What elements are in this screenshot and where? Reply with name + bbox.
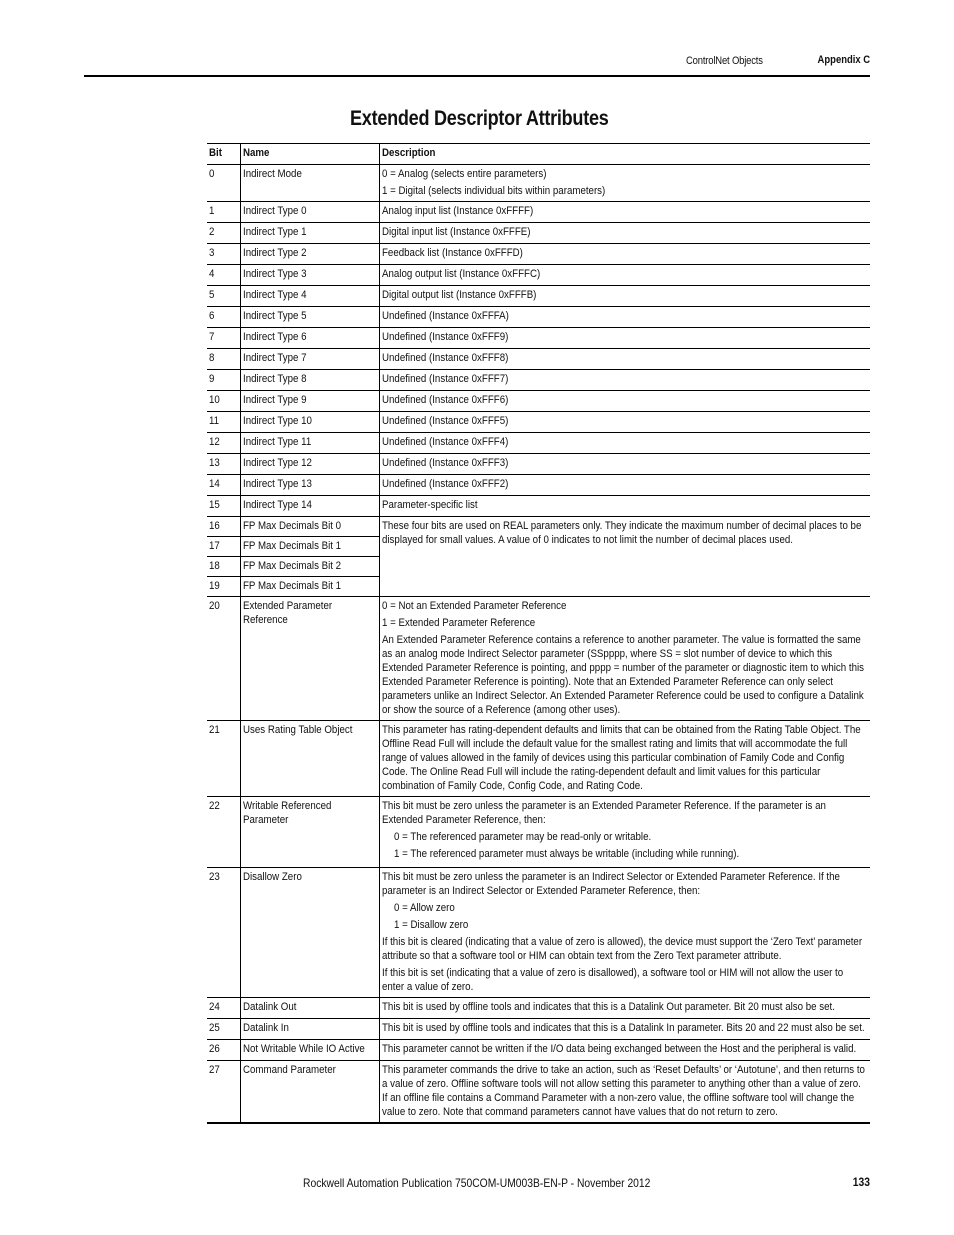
cell-description (379, 721, 870, 797)
cell-bit: 20 (207, 597, 240, 721)
cell-description (379, 244, 870, 265)
description-line: Undefined (Instance 0xFFFA) (381, 310, 509, 322)
cell-description (379, 328, 870, 349)
table-row (207, 1061, 870, 1124)
cell-bit: 21 (207, 721, 240, 797)
cell-bit: 14 (207, 475, 240, 496)
cell-bit: 6 (207, 307, 240, 328)
cell-name: Extended Parameter Reference (240, 597, 379, 721)
cell-bit: 8 (207, 349, 240, 370)
cell-name: Indirect Mode (240, 165, 379, 202)
cell-bit: 22 (207, 797, 240, 868)
table-row (207, 721, 870, 797)
cell-description (379, 165, 870, 202)
cell-name: FP Max Decimals Bit 1 (240, 577, 379, 597)
table-row (207, 454, 870, 475)
table-row (207, 286, 870, 307)
cell-name: Indirect Type 4 (240, 286, 379, 307)
description-line: 1 = The referenced parameter must always be writable (including while running). (393, 848, 739, 860)
description-line: Undefined (Instance 0xFFF5) (381, 415, 508, 427)
description-line: 0 = Analog (selects entire parameters) (381, 168, 546, 180)
cell-description (379, 496, 870, 517)
cell-name: Writable Referenced Parameter (240, 797, 379, 868)
description-line: An Extended Parameter Reference contains a reference to another parameter. The value is formatted the same as an analog mode Indirect Selector parameter (SSpppp, where SS = slot number of device to which this Extended Parameter Reference is pointing, and pppp = number of the parameter or diagnostic item to which this Extended Parameter Reference is pointing). Note that an Extended Parameter Reference can only select parameters unlike an Indirect Selector. An Extended Parameter Reference could be used to configure a Datalink or show the source of a Reference (among other uses). (381, 634, 864, 716)
description-line: 0 = The referenced parameter may be read-only or writable. (393, 831, 651, 843)
cell-bit: 2 (207, 223, 240, 244)
description-line: Digital output list (Instance 0xFFFB) (381, 289, 536, 301)
cell-name: FP Max Decimals Bit 0 (240, 517, 379, 537)
header-appendix-label: Appendix C (817, 54, 870, 66)
cell-name: Uses Rating Table Object (240, 721, 379, 797)
cell-description (379, 433, 870, 454)
cell-name: FP Max Decimals Bit 1 (240, 537, 379, 557)
table-row (207, 597, 870, 721)
description-line: Analog input list (Instance 0xFFFF) (381, 205, 533, 217)
cell-name: Datalink Out (240, 998, 379, 1019)
cell-description (379, 286, 870, 307)
cell-bit: 12 (207, 433, 240, 454)
description-line: Undefined (Instance 0xFFF4) (381, 436, 508, 448)
cell-name: Disallow Zero (240, 868, 379, 998)
header-rule (84, 75, 870, 77)
cell-description (379, 223, 870, 244)
cell-name: Indirect Type 10 (240, 412, 379, 433)
description-line: Undefined (Instance 0xFFF8) (381, 352, 508, 364)
cell-description (379, 1061, 870, 1124)
cell-bit: 13 (207, 454, 240, 475)
cell-description (379, 1019, 870, 1040)
page-number: 133 (852, 1175, 870, 1189)
cell-description (379, 391, 870, 412)
cell-bit: 7 (207, 328, 240, 349)
cell-description (379, 412, 870, 433)
description-line: Feedback list (Instance 0xFFFD) (381, 247, 523, 259)
table-row (207, 349, 870, 370)
table-row (207, 412, 870, 433)
cell-name: Command Parameter (240, 1061, 379, 1124)
description-line: Undefined (Instance 0xFFF6) (381, 394, 508, 406)
table-row (207, 797, 870, 868)
table-row (207, 1040, 870, 1061)
description-line: This bit is used by offline tools and indicates that this is a Datalink In parameter. Bits 20 and 22 must also be set. (381, 1022, 865, 1034)
table-row (207, 370, 870, 391)
description-line: 0 = Not an Extended Parameter Reference (381, 600, 566, 612)
description-line: If this bit is cleared (indicating that a value of zero is allowed), the device must support the ‘Zero Text’ parameter attribute so that a software tool or HIM can obtain text from the Zero Text parameter attribute. (381, 936, 862, 962)
cell-description (379, 517, 870, 597)
table-row (207, 328, 870, 349)
cell-name: Indirect Type 12 (240, 454, 379, 475)
table-header-row (207, 144, 870, 165)
cell-bit: 3 (207, 244, 240, 265)
table-row (207, 475, 870, 496)
cell-description (379, 454, 870, 475)
cell-bit: 23 (207, 868, 240, 998)
cell-bit: 25 (207, 1019, 240, 1040)
table-row (207, 517, 870, 537)
description-line: These four bits are used on REAL parameters only. They indicate the maximum number of decimal places to be displayed for small values. A value of 0 indicates to not limit the number of decimal places used. (381, 520, 861, 546)
description-line: This parameter commands the drive to take an action, such as ‘Reset Defaults’ or ‘Autotune’, and then returns to a value of zero. Offline software tools will not allow setting this parameter to anything other than a value of zero. If an offline file contains a Command Parameter with a non-zero value, the offline software tool will change the value to zero. Note that command parameters cannot have values that do not return to zero. (381, 1064, 865, 1118)
cell-name: Indirect Type 7 (240, 349, 379, 370)
table-row (207, 307, 870, 328)
cell-bit: 5 (207, 286, 240, 307)
description-line: This bit must be zero unless the parameter is an Indirect Selector or Extended Parameter Reference. If the parameter is an Indirect Selector or Extended Parameter Reference, then: (381, 871, 840, 897)
table-row (207, 998, 870, 1019)
cell-name: Datalink In (240, 1019, 379, 1040)
table-row (207, 265, 870, 286)
cell-bit: 19 (207, 577, 240, 597)
cell-description (379, 265, 870, 286)
description-line: If this bit is set (indicating that a value of zero is disallowed), a software tool or HIM will not allow the user to enter a value of zero. (381, 967, 843, 993)
cell-bit: 17 (207, 537, 240, 557)
column-header-name: Name (240, 144, 379, 165)
table-row (207, 868, 870, 998)
table-row (207, 165, 870, 202)
cell-name: Indirect Type 13 (240, 475, 379, 496)
cell-bit: 15 (207, 496, 240, 517)
cell-bit: 26 (207, 1040, 240, 1061)
table-row (207, 223, 870, 244)
description-line: Undefined (Instance 0xFFF9) (381, 331, 508, 343)
footer-publication: Rockwell Automation Publication 750COM-UM003B-EN-P - November 2012 (303, 1176, 651, 1190)
table-body (207, 165, 870, 1124)
cell-name: Indirect Type 9 (240, 391, 379, 412)
description-line: Parameter-specific list (381, 499, 478, 511)
description-line: Analog output list (Instance 0xFFFC) (381, 268, 540, 280)
description-line: This bit must be zero unless the parameter is an Extended Parameter Reference. If the parameter is an Extended Parameter Reference, then: (381, 800, 826, 826)
description-line: This bit is used by offline tools and indicates that this is a Datalink Out parameter. Bit 20 must also be set. (381, 1001, 835, 1013)
description-line: 1 = Digital (selects individual bits within parameters) (381, 185, 605, 197)
cell-description (379, 998, 870, 1019)
cell-description (379, 202, 870, 223)
page-title: Extended Descriptor Attributes (350, 107, 609, 130)
description-line: This parameter cannot be written if the I/O data being exchanged between the Host and the peripheral is valid. (381, 1043, 856, 1055)
cell-bit: 16 (207, 517, 240, 537)
cell-name: FP Max Decimals Bit 2 (240, 557, 379, 577)
cell-bit: 24 (207, 998, 240, 1019)
cell-description (379, 597, 870, 721)
table-row (207, 202, 870, 223)
table-row (207, 1019, 870, 1040)
description-line: 1 = Disallow zero (393, 919, 468, 931)
description-line: Undefined (Instance 0xFFF7) (381, 373, 508, 385)
cell-bit: 10 (207, 391, 240, 412)
table-row (207, 496, 870, 517)
cell-bit: 18 (207, 557, 240, 577)
cell-name: Indirect Type 1 (240, 223, 379, 244)
column-header-description: Description (379, 144, 870, 165)
cell-name: Indirect Type 11 (240, 433, 379, 454)
extended-descriptor-table (207, 143, 870, 1124)
cell-description (379, 370, 870, 391)
cell-bit: 1 (207, 202, 240, 223)
cell-name: Indirect Type 14 (240, 496, 379, 517)
cell-description (379, 475, 870, 496)
table-row (207, 433, 870, 454)
description-line: This parameter has rating-dependent defaults and limits that can be obtained from the Rating Table Object. The Offline Read Full will include the default value for the smallest rating and limits that will accommodate the full range of values allowed in the family of devices using this particular combination of Family Code and Config Code. The Online Read Full will include the rating-dependent default and limit values for this particular combination of Family Code, Config Code, and Rating Code. (381, 724, 861, 792)
cell-name: Indirect Type 3 (240, 265, 379, 286)
description-line: Undefined (Instance 0xFFF2) (381, 478, 508, 490)
cell-bit: 0 (207, 165, 240, 202)
cell-description (379, 868, 870, 998)
description-line: 0 = Allow zero (393, 902, 455, 914)
cell-description (379, 1040, 870, 1061)
table-row (207, 244, 870, 265)
cell-description (379, 797, 870, 868)
cell-description (379, 307, 870, 328)
cell-name: Indirect Type 6 (240, 328, 379, 349)
cell-name: Indirect Type 8 (240, 370, 379, 391)
description-line: Undefined (Instance 0xFFF3) (381, 457, 508, 469)
cell-name: Not Writable While IO Active (240, 1040, 379, 1061)
cell-bit: 9 (207, 370, 240, 391)
header-section-label: ControlNet Objects (686, 55, 763, 67)
description-line: Digital input list (Instance 0xFFFE) (381, 226, 530, 238)
cell-name: Indirect Type 0 (240, 202, 379, 223)
cell-bit: 27 (207, 1061, 240, 1124)
cell-description (379, 349, 870, 370)
cell-name: Indirect Type 2 (240, 244, 379, 265)
column-header-bit: Bit (207, 144, 240, 165)
table-row (207, 391, 870, 412)
cell-bit: 4 (207, 265, 240, 286)
cell-name: Indirect Type 5 (240, 307, 379, 328)
cell-bit: 11 (207, 412, 240, 433)
description-line: 1 = Extended Parameter Reference (381, 617, 535, 629)
